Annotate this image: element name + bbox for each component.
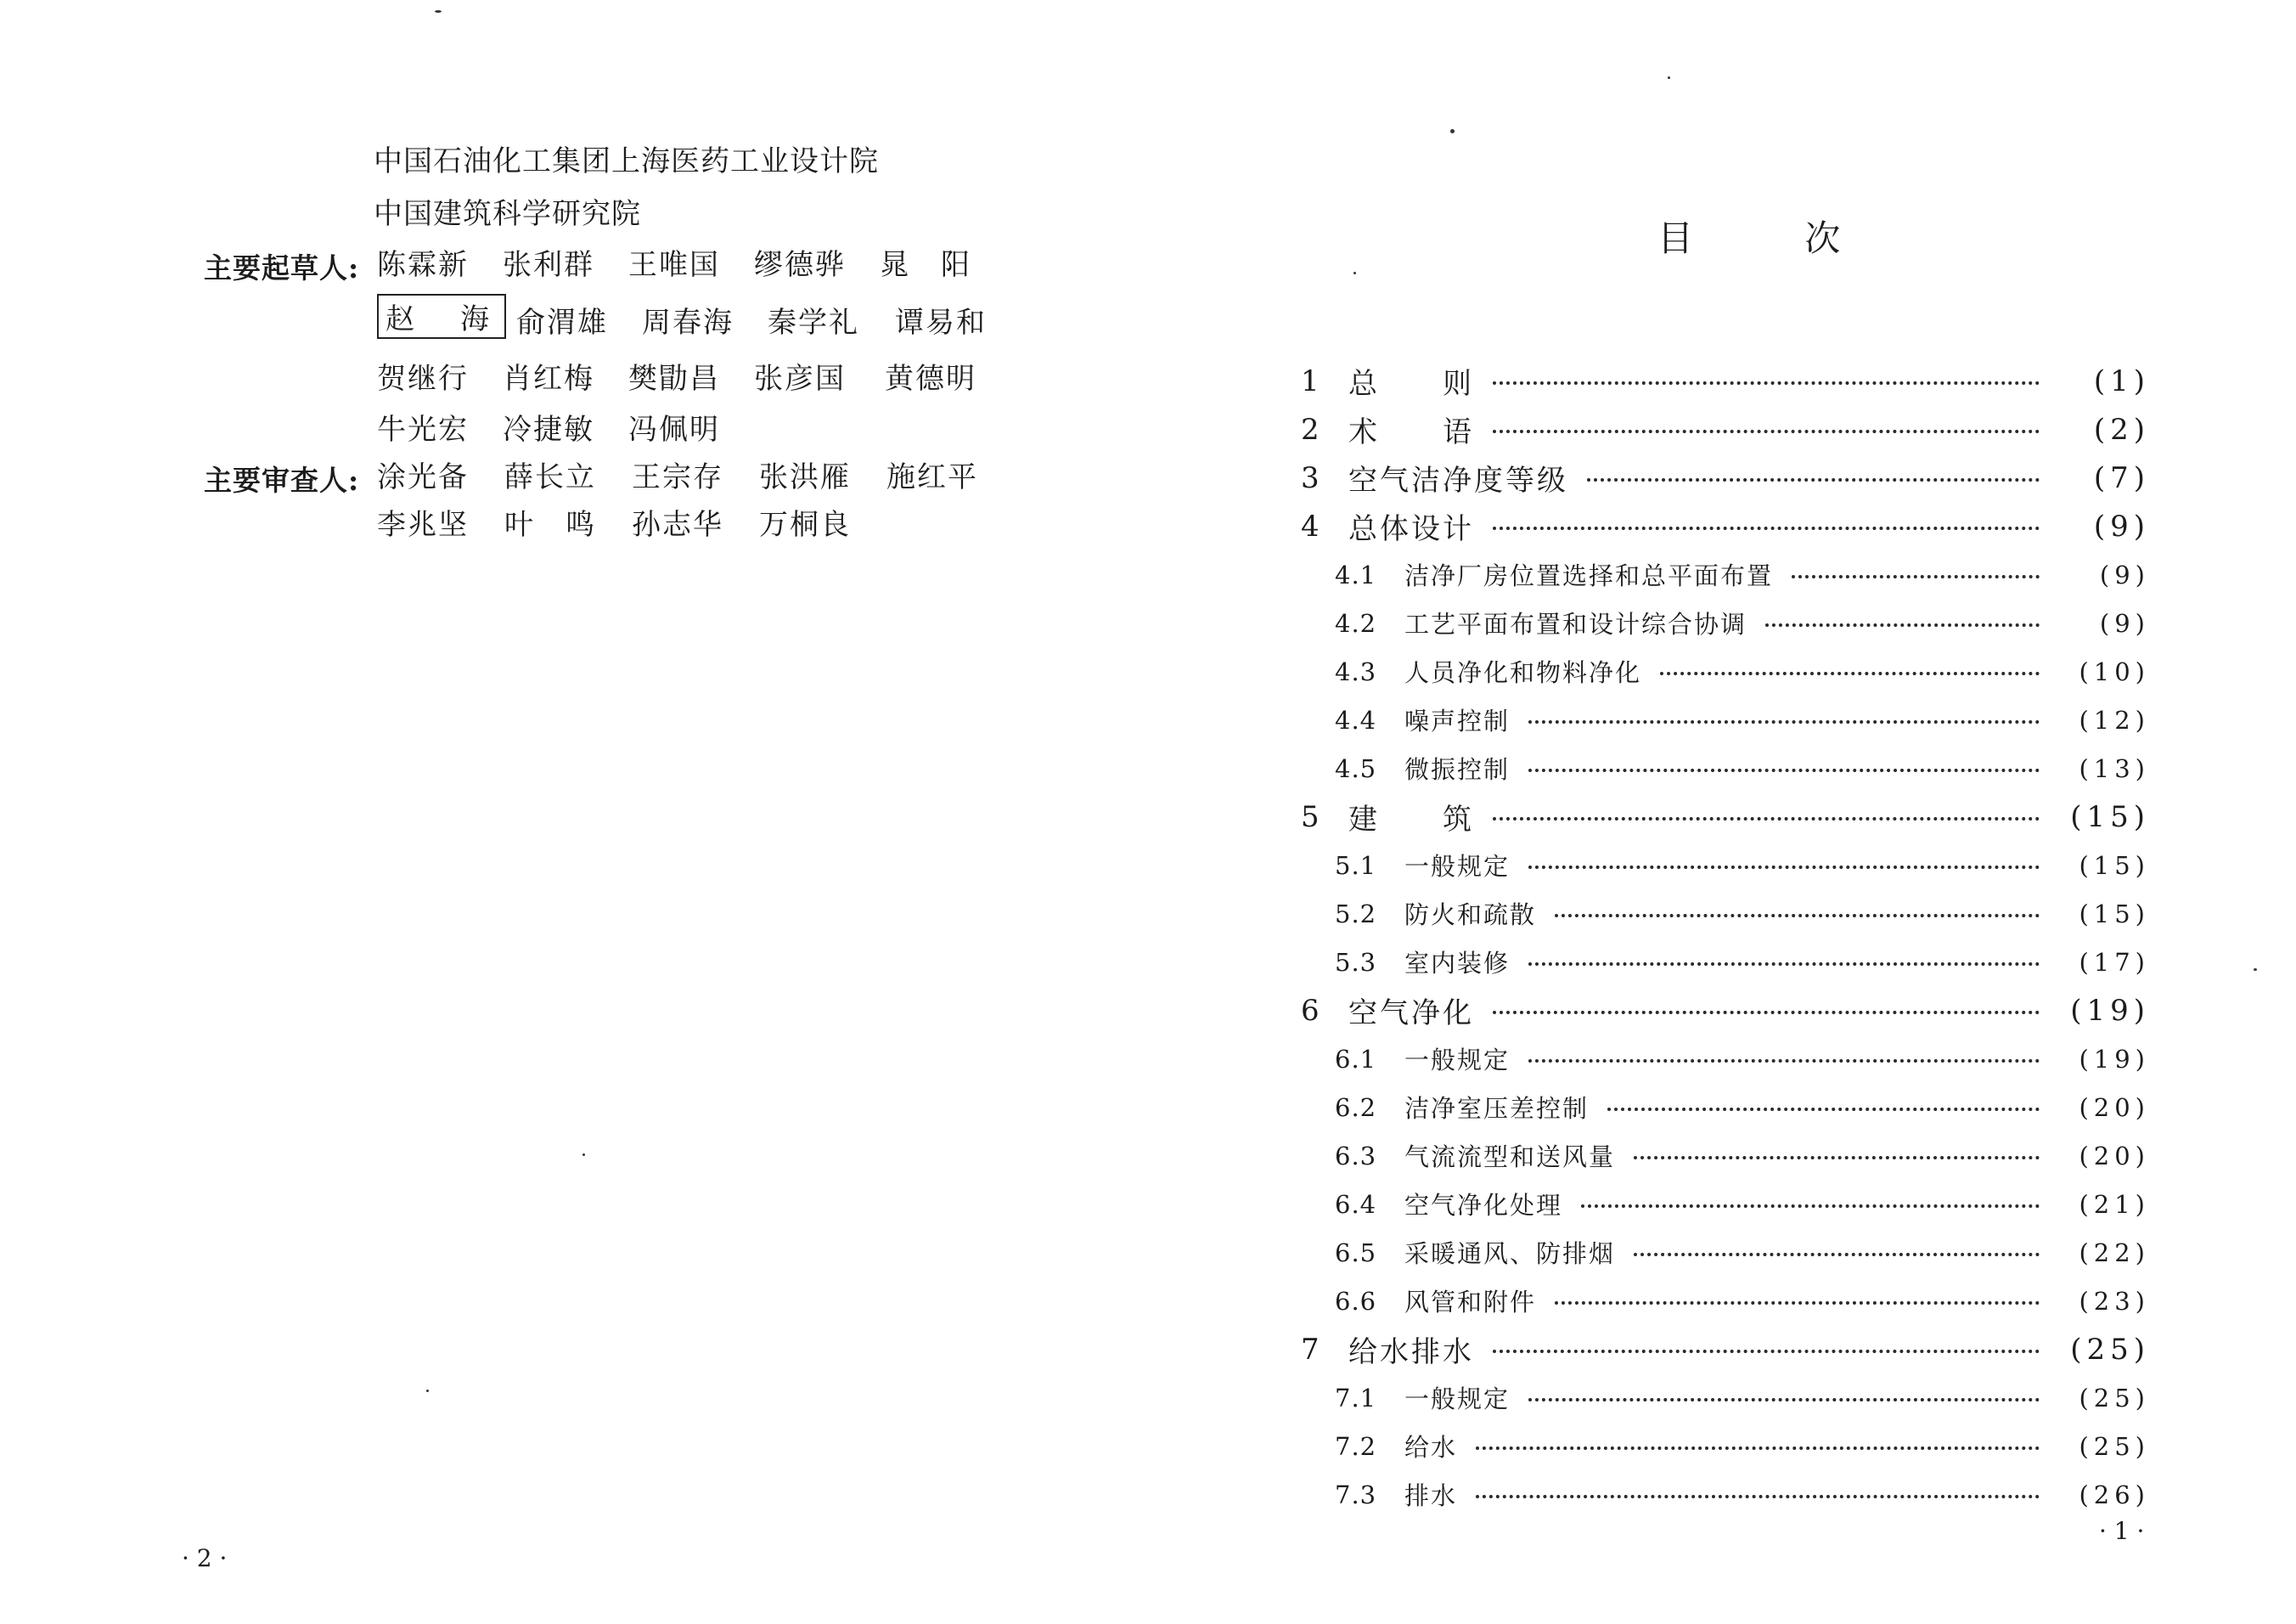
- toc-entry-title: 术 语: [1348, 415, 1474, 449]
- reviewers-label: 主要审查人:: [204, 464, 360, 497]
- toc-entry-title: 风管和附件: [1404, 1288, 1537, 1317]
- drafter-name: 周春海: [642, 306, 734, 340]
- toc-entry-title: 一般规定: [1404, 852, 1511, 881]
- organization-1: 中国石油化工集团上海医药工业设计院: [374, 144, 879, 178]
- toc-leader-dots: [1792, 575, 2040, 578]
- toc-leader-dots: [1607, 1108, 2040, 1111]
- reviewer-name: 李兆坚: [377, 508, 469, 542]
- toc-page-number: (20): [2079, 1141, 2150, 1170]
- toc-page-number: (25): [2079, 1431, 2150, 1461]
- toc-leader-dots: [1476, 1446, 2040, 1450]
- toc-entry-title: 人员净化和物料净化: [1404, 658, 1642, 687]
- drafter-name: 冷捷敏: [503, 413, 594, 447]
- toc-page-number: (13): [2079, 753, 2150, 783]
- toc-chapter-row[interactable]: [1301, 502, 2150, 550]
- toc-page-number: (7): [2093, 460, 2150, 495]
- toc-page-number: (15): [2079, 899, 2150, 928]
- toc-section-row[interactable]: [1301, 1131, 2150, 1180]
- toc-entry-number: 7.3: [1335, 1480, 1377, 1509]
- toc-page-number: (10): [2079, 657, 2150, 686]
- toc-entry-title: 气流流型和送风量: [1404, 1142, 1616, 1171]
- toc-section-row[interactable]: [1301, 1083, 2150, 1131]
- toc-entry-number: 6.1: [1335, 1044, 1377, 1074]
- toc-entry-number: 4.2: [1335, 608, 1377, 638]
- drafter-name: 张彦国: [754, 362, 846, 396]
- toc-page-number: (17): [2079, 947, 2150, 977]
- toc-entry-number: 4.3: [1335, 657, 1377, 686]
- toc-leader-dots: [1476, 1495, 2040, 1498]
- toc-title: [1657, 211, 1843, 262]
- toc-list: [1301, 357, 2150, 1519]
- toc-entry-number: 5.1: [1335, 850, 1377, 880]
- toc-leader-dots: [1634, 1253, 2040, 1256]
- toc-section-row[interactable]: [1301, 889, 2150, 938]
- toc-page-number: (26): [2079, 1480, 2150, 1509]
- toc-leader-dots: [1660, 672, 2040, 675]
- drafters-label: 主要起草人:: [204, 251, 360, 285]
- toc-chapter-row[interactable]: [1301, 1325, 2150, 1373]
- toc-entry-number: 6.6: [1335, 1286, 1377, 1316]
- toc-section-row[interactable]: [1301, 599, 2150, 647]
- toc-entry-number: 2: [1301, 412, 1320, 447]
- toc-leader-dots: [1587, 478, 2040, 482]
- toc-entry-title: 空气净化: [1348, 996, 1474, 1030]
- scan-speck: [2254, 968, 2257, 971]
- toc-page-number: (25): [2079, 1383, 2150, 1413]
- toc-leader-dots: [1528, 1059, 2040, 1063]
- scan-speck: [435, 10, 442, 13]
- toc-chapter-row[interactable]: [1301, 454, 2150, 502]
- toc-entry-number: 5.2: [1335, 899, 1377, 928]
- toc-page-number: (23): [2079, 1286, 2150, 1316]
- drafter-name: 谭易和: [895, 306, 987, 340]
- toc-entry-number: 4: [1301, 509, 1320, 544]
- toc-entry-number: 7: [1301, 1332, 1320, 1367]
- scan-speck: [1353, 272, 1356, 274]
- toc-entry-title: 微振控制: [1404, 755, 1511, 784]
- reviewer-name: 涂光备: [377, 460, 469, 494]
- toc-page-number: (25): [2070, 1332, 2150, 1367]
- toc-section-row[interactable]: [1301, 1180, 2150, 1228]
- toc-leader-dots: [1493, 430, 2040, 433]
- drafter-name-boxed: 赵 海: [377, 294, 506, 339]
- toc-page-number: (19): [2079, 1044, 2150, 1074]
- toc-entry-title: 给水排水: [1348, 1335, 1474, 1369]
- toc-title-char-1: 目: [1657, 217, 1697, 259]
- toc-page-number: (9): [2099, 560, 2150, 589]
- toc-section-row[interactable]: [1301, 1277, 2150, 1325]
- drafter-name: 贺继行: [377, 362, 469, 396]
- toc-section-row[interactable]: [1301, 647, 2150, 696]
- drafter-name: 冯佩明: [628, 413, 720, 447]
- drafter-name: 肖红梅: [503, 362, 594, 396]
- toc-page-number: (9): [2099, 608, 2150, 638]
- toc-leader-dots: [1581, 1204, 2040, 1208]
- page-number-left: · 2 ·: [182, 1544, 228, 1572]
- toc-entry-title: 洁净厂房位置选择和总平面布置: [1404, 561, 1774, 590]
- toc-title-char-2: 次: [1804, 217, 1844, 259]
- toc-entry-title: 总体设计: [1348, 512, 1474, 546]
- toc-entry-number: 6: [1301, 993, 1320, 1028]
- toc-entry-number: 6.5: [1335, 1238, 1377, 1267]
- toc-entry-title: 噪声控制: [1404, 707, 1511, 736]
- toc-page-number: (19): [2070, 993, 2150, 1028]
- right-page: [1148, 0, 2296, 1624]
- toc-page-number: (12): [2079, 705, 2150, 735]
- toc-page-number: (15): [2070, 799, 2150, 834]
- drafter-name: 张利群: [503, 248, 594, 282]
- toc-page-number: (2): [2093, 412, 2150, 447]
- toc-leader-dots: [1555, 914, 2040, 917]
- reviewer-name: 叶 鸣: [504, 508, 596, 542]
- toc-section-row[interactable]: [1301, 938, 2150, 986]
- toc-entry-number: 3: [1301, 460, 1320, 495]
- toc-entry-title: 空气净化处理: [1404, 1191, 1563, 1220]
- toc-entry-title: 一般规定: [1404, 1384, 1511, 1413]
- toc-page-number: (20): [2079, 1092, 2150, 1122]
- toc-entry-number: 6.4: [1335, 1189, 1377, 1219]
- toc-leader-dots: [1528, 769, 2040, 772]
- toc-entry-title: 采暖通风、防排烟: [1404, 1239, 1616, 1268]
- toc-section-row[interactable]: [1301, 1422, 2150, 1470]
- toc-entry-title: 室内装修: [1404, 949, 1511, 978]
- toc-chapter-row[interactable]: [1301, 986, 2150, 1035]
- drafter-name: 牛光宏: [377, 413, 469, 447]
- toc-page-number: (1): [2093, 364, 2150, 398]
- toc-leader-dots: [1493, 817, 2040, 820]
- toc-section-row[interactable]: [1301, 696, 2150, 744]
- toc-section-row[interactable]: [1301, 1373, 2150, 1422]
- toc-entry-number: 6.3: [1335, 1141, 1377, 1170]
- page-number-right: · 1 ·: [2099, 1517, 2145, 1545]
- toc-page-number: (22): [2079, 1238, 2150, 1267]
- toc-page-number: (15): [2079, 850, 2150, 880]
- reviewer-name: 薛长立: [504, 460, 596, 494]
- toc-leader-dots: [1528, 962, 2040, 966]
- toc-leader-dots: [1765, 623, 2040, 627]
- toc-entry-title: 空气洁净度等级: [1348, 464, 1568, 498]
- toc-leader-dots: [1493, 381, 2040, 385]
- toc-chapter-row[interactable]: [1301, 357, 2150, 405]
- drafter-name: 黄德明: [885, 362, 976, 396]
- drafter-name: 缪德骅: [754, 248, 846, 282]
- drafter-name: 樊勖昌: [628, 362, 720, 396]
- toc-leader-dots: [1555, 1301, 2040, 1305]
- toc-leader-dots: [1528, 1398, 2040, 1401]
- toc-entry-title: 建 筑: [1348, 803, 1474, 837]
- toc-entry-number: 4.5: [1335, 753, 1377, 783]
- reviewer-name: 张洪雁: [759, 460, 851, 494]
- toc-entry-number: 7.1: [1335, 1383, 1377, 1413]
- toc-leader-dots: [1493, 527, 2040, 530]
- toc-entry-title: 给水: [1404, 1433, 1458, 1462]
- drafter-name: 王唯国: [628, 248, 720, 282]
- reviewer-name: 施红平: [886, 460, 978, 494]
- toc-leader-dots: [1493, 1350, 2040, 1353]
- toc-chapter-row[interactable]: [1301, 792, 2150, 841]
- toc-chapter-row[interactable]: [1301, 405, 2150, 454]
- toc-entry-title: 一般规定: [1404, 1046, 1511, 1074]
- toc-entry-title: 排水: [1404, 1481, 1458, 1510]
- toc-entry-title: 工艺平面布置和设计综合协调: [1404, 610, 1747, 639]
- toc-entry-number: 4.4: [1335, 705, 1377, 735]
- toc-entry-number: 5: [1301, 799, 1320, 834]
- scan-speck: [426, 1390, 429, 1392]
- toc-leader-dots: [1528, 720, 2040, 724]
- toc-page-number: (9): [2093, 509, 2150, 544]
- toc-leader-dots: [1634, 1156, 2040, 1159]
- toc-entry-title: 防火和疏散: [1404, 900, 1537, 929]
- toc-entry-title: 洁净室压差控制: [1404, 1094, 1590, 1123]
- toc-entry-title: 总 则: [1348, 367, 1474, 401]
- toc-section-row[interactable]: [1301, 1228, 2150, 1277]
- toc-entry-number: 7.2: [1335, 1431, 1377, 1461]
- drafter-name: 秦学礼: [768, 306, 859, 340]
- reviewer-name: 孙志华: [632, 508, 723, 542]
- toc-section-row[interactable]: [1301, 550, 2150, 599]
- toc-entry-number: 6.2: [1335, 1092, 1377, 1122]
- toc-section-row[interactable]: [1301, 1470, 2150, 1519]
- reviewer-name: 万桐良: [759, 508, 851, 542]
- toc-leader-dots: [1493, 1011, 2040, 1014]
- toc-leader-dots: [1528, 866, 2040, 869]
- toc-page-number: (21): [2079, 1189, 2150, 1219]
- drafter-name: 晁 阳: [880, 248, 971, 282]
- toc-section-row[interactable]: [1301, 841, 2150, 889]
- toc-entry-number: 5.3: [1335, 947, 1377, 977]
- organization-2: 中国建筑科学研究院: [374, 197, 641, 231]
- scan-speck: [1450, 129, 1455, 133]
- reviewer-name: 王宗存: [632, 460, 723, 494]
- drafter-name: 俞渭雄: [516, 306, 608, 340]
- toc-entry-number: 1: [1301, 364, 1320, 398]
- toc-section-row[interactable]: [1301, 744, 2150, 792]
- toc-section-row[interactable]: [1301, 1035, 2150, 1083]
- drafter-name: 陈霖新: [377, 248, 469, 282]
- scan-speck: [582, 1153, 585, 1156]
- scan-speck: [1668, 76, 1670, 79]
- toc-entry-number: 4.1: [1335, 560, 1377, 589]
